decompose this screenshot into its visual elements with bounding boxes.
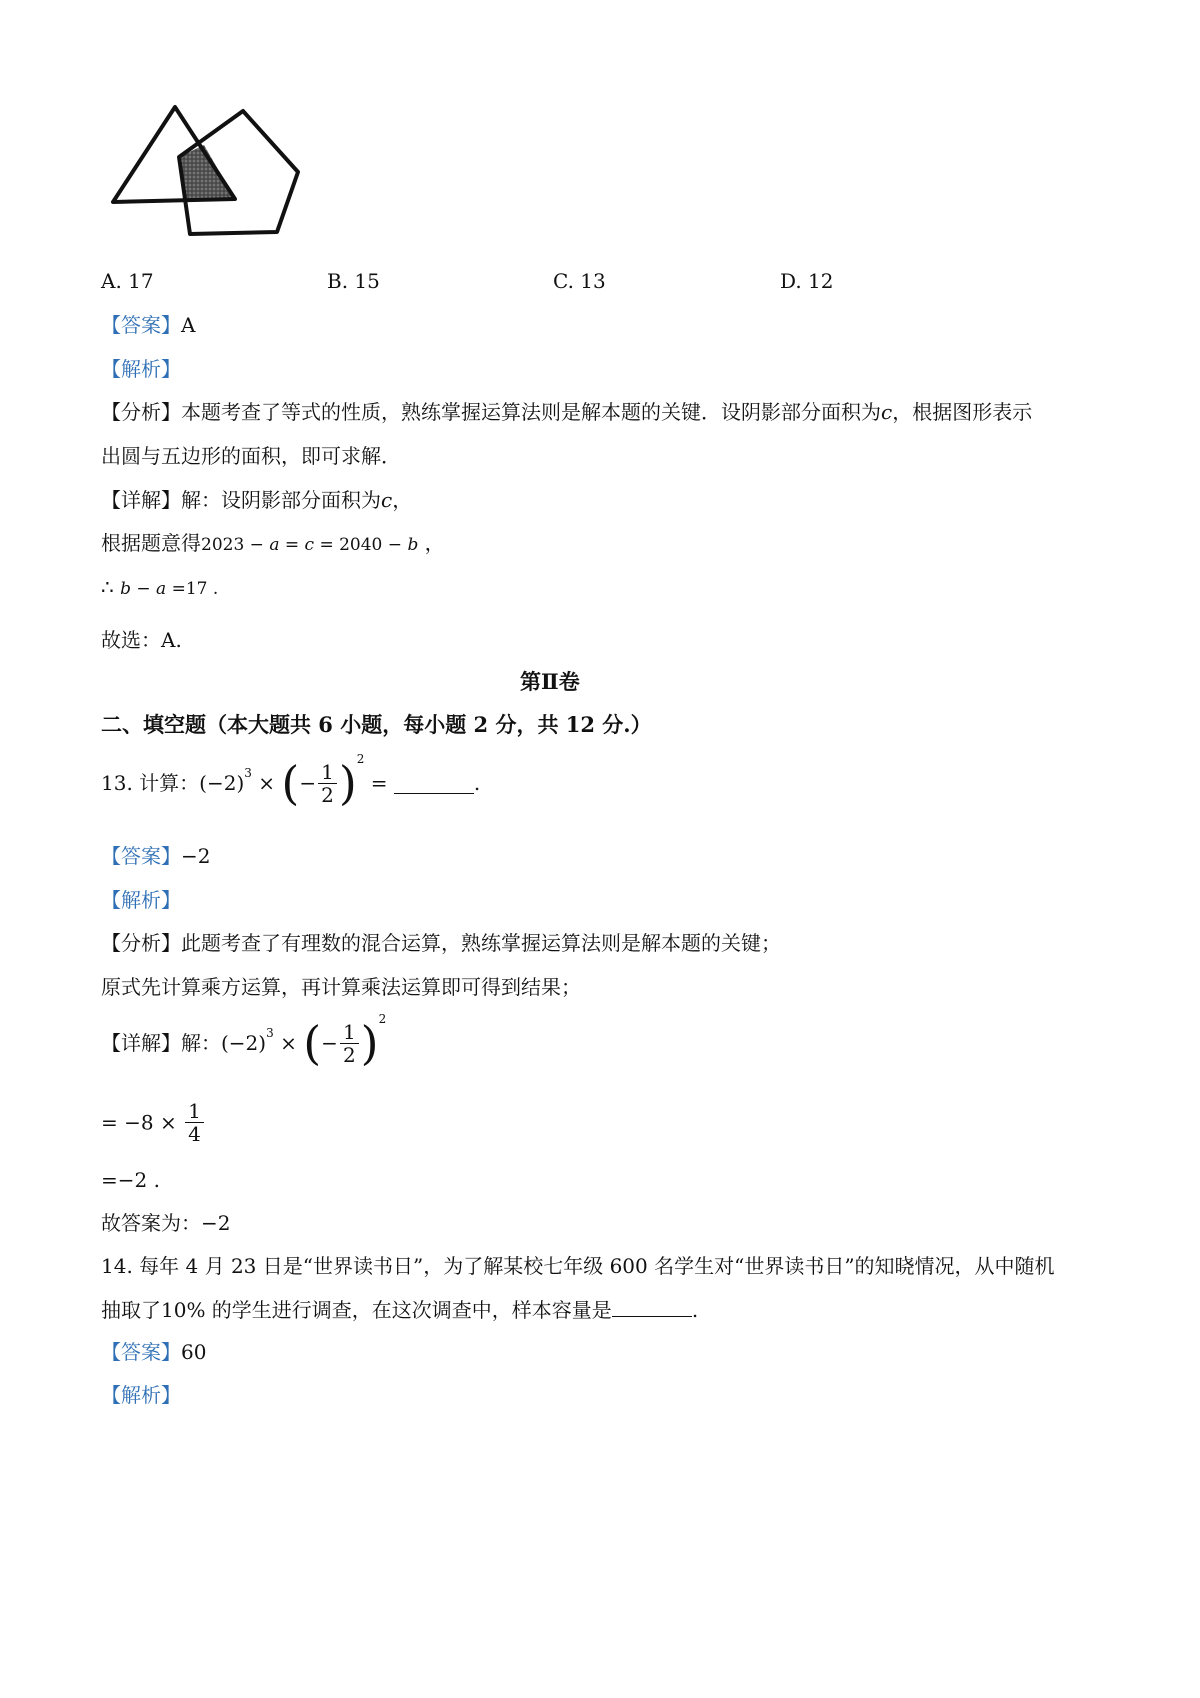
answer-value: −2 (181, 844, 211, 868)
var-a: a (269, 535, 280, 555)
q12-detail-line1 (101, 486, 412, 514)
fenxi-tag: 【分析】 (101, 931, 181, 955)
q13-fenxi-line2: 原式先计算乘方运算，再计算乘法运算即可得到结果； (101, 975, 581, 999)
fraction (185, 1100, 204, 1145)
var-b: b (120, 579, 131, 599)
detail-tag: 【详解】 (101, 488, 181, 512)
minus-sign: − (299, 771, 317, 795)
fraction-numerator: 1 (318, 761, 337, 784)
fenxi-text: 本题考查了等式的性质，熟练掌握运算法则是解本题的关键．设阴影部分面积为 (181, 400, 881, 424)
times-sign: × (251, 771, 282, 795)
answer-blank (394, 773, 474, 794)
fraction-denominator: 2 (321, 782, 334, 807)
section-title: 第Ⅱ卷 (520, 669, 580, 694)
step-text: = −8 × (101, 1110, 184, 1135)
q13-step1 (101, 1100, 206, 1154)
answer-tag: 【答案】 (101, 1340, 181, 1364)
detail-text: 根据题意得 (101, 531, 201, 555)
left-paren: ( (303, 1016, 322, 1070)
exponent: 3 (244, 765, 252, 780)
fraction-denominator: 4 (188, 1122, 201, 1146)
fraction-numerator: 1 (185, 1100, 204, 1123)
option-c: C. 13 (553, 269, 606, 293)
detail-text: 解： (181, 1031, 221, 1055)
detail-text-end: ， (392, 488, 413, 512)
q13-stem (101, 751, 481, 824)
fraction-denominator: 2 (342, 1042, 356, 1067)
analysis-tag: 【解析】 (101, 888, 181, 912)
q12-choose: 故选：A. (101, 628, 182, 652)
therefore-symbol: ∴ (101, 575, 121, 599)
period: . (691, 1298, 699, 1322)
answer-tag: 【答案】 (101, 313, 181, 337)
var-a: a (156, 579, 167, 599)
fenxi-text: 此题考查了有理数的混合运算，熟练掌握运算法则是解本题的关键； (181, 931, 781, 955)
detail-text: 解：设阴影部分面积为 (181, 488, 381, 512)
left-paren: ( (281, 756, 300, 810)
fraction (318, 761, 337, 806)
q13-final: 故答案为：−2 (101, 1211, 231, 1235)
fenxi-text-end: ，根据图形表示 (892, 400, 1033, 424)
fraction (340, 1021, 359, 1066)
q12-answer-line (101, 311, 195, 339)
eq-part: = (279, 535, 305, 555)
fraction-numerator: 1 (340, 1021, 359, 1044)
q12-detail-line3 (101, 573, 218, 603)
q13-fenxi-line1 (101, 929, 781, 957)
times-sign: × (273, 1031, 304, 1055)
answer-tag: 【答案】 (101, 844, 181, 868)
q14-text: 抽取了10% 的学生进行调查，在这次调查中，样本容量是 (101, 1298, 612, 1322)
option-b: B. 15 (327, 269, 380, 293)
var-c: c (381, 488, 393, 512)
exponent: 2 (378, 1011, 387, 1026)
answer-value: A (181, 313, 196, 337)
eq-part: 2023 − (201, 535, 270, 555)
q13-stem-text: 13. 计算： (101, 771, 200, 795)
power-base: (−2) (221, 1031, 267, 1055)
detail-tag: 【详解】 (101, 1031, 181, 1055)
q14-answer-line (101, 1338, 206, 1366)
q12-fenxi-line2: 出圆与五边形的面积，即可求解． (101, 444, 401, 468)
answer-value: 60 (181, 1340, 207, 1364)
minus-sign: − (321, 1031, 338, 1055)
power-base: (−2) (199, 771, 245, 795)
q14-line2 (101, 1296, 698, 1324)
option-d: D. 12 (780, 269, 834, 293)
option-a: A. 17 (101, 269, 154, 293)
right-paren: ) (338, 756, 357, 810)
analysis-tag: 【解析】 (101, 357, 181, 381)
exponent: 2 (356, 751, 365, 766)
exponent: 3 (266, 1025, 274, 1040)
var-c: c (304, 535, 315, 555)
q12-detail-line2 (101, 529, 445, 559)
eq-part: =17 . (166, 579, 219, 599)
fenxi-tag: 【分析】 (101, 400, 181, 424)
var-b: b (407, 535, 419, 555)
eq-part: = 2040 − (314, 535, 408, 555)
right-paren: ) (360, 1016, 379, 1070)
equals-sign: = (364, 771, 394, 795)
period: . (473, 771, 481, 795)
analysis-tag: 【解析】 (101, 1383, 181, 1407)
q13-answer-line (101, 842, 210, 870)
section-heading: 二、填空题（本大题共 6 小题，每小题 2 分，共 12 分.） (101, 712, 652, 737)
eq-part: − (130, 579, 157, 599)
q13-step2: =−2 . (101, 1168, 160, 1192)
q14-line1: 14. 每年 4 月 23 日是“世界读书日”，为了解某校七年级 600 名学生对“世界读书日”的知晓情况，从中随机 (101, 1254, 1055, 1278)
var-c: c (881, 400, 893, 424)
q13-detail-line (101, 1011, 387, 1084)
overlap-figure (105, 100, 315, 250)
answer-blank (612, 1296, 692, 1317)
eq-part: ， (418, 531, 445, 555)
q12-fenxi-line1 (101, 398, 1032, 426)
